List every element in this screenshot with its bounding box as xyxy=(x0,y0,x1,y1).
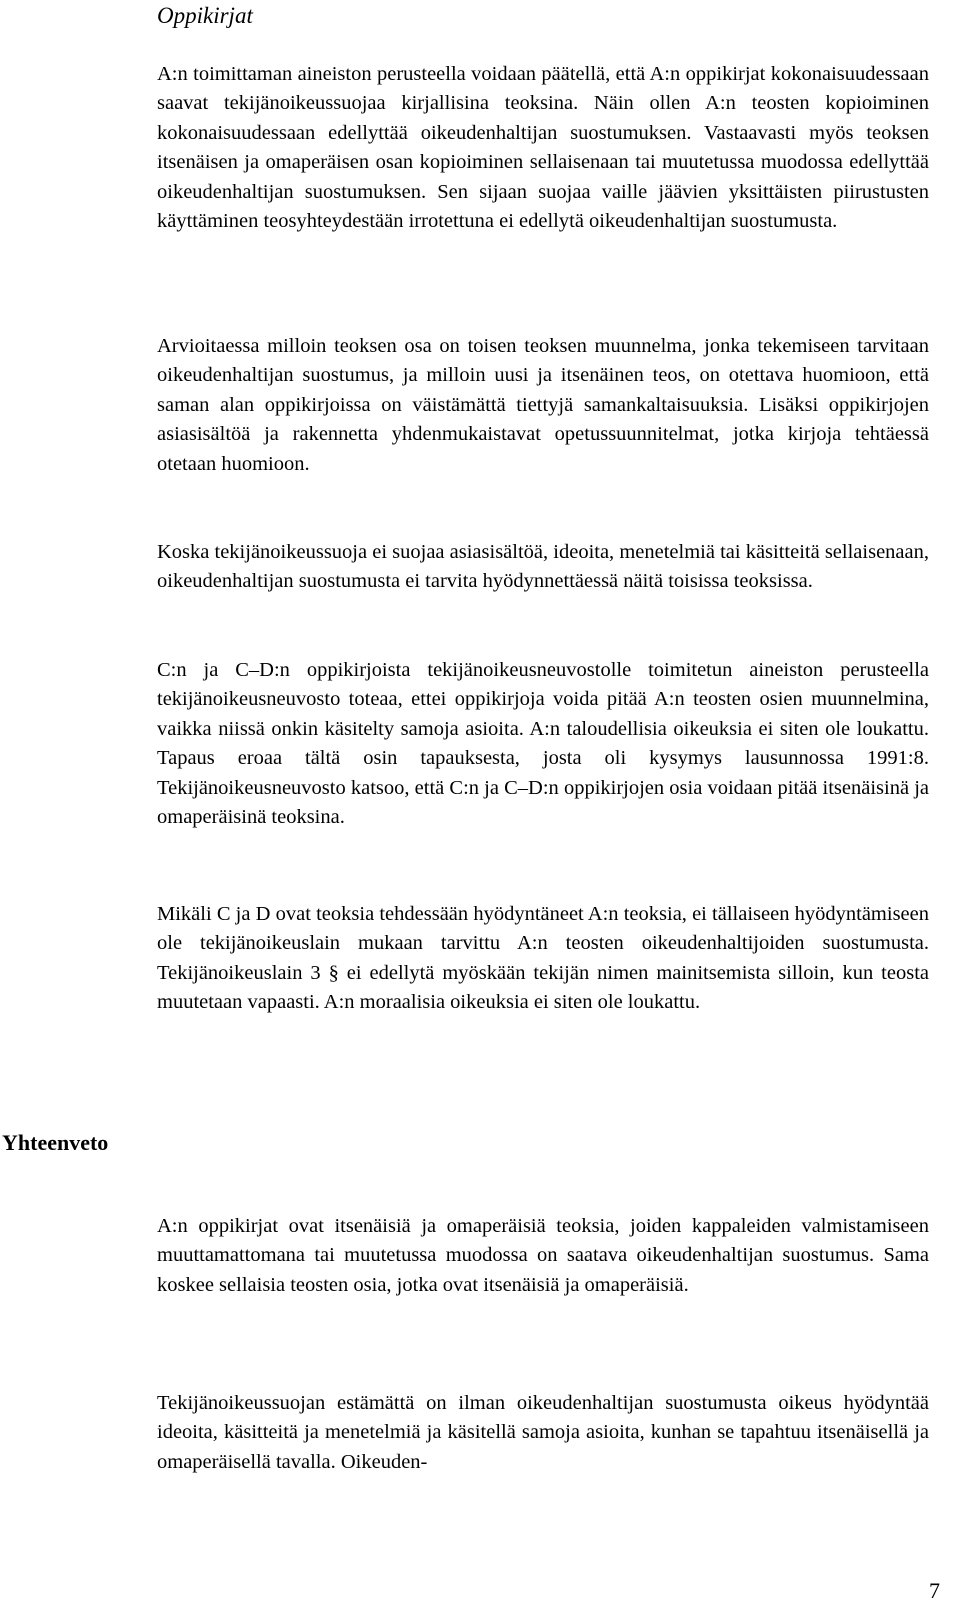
paragraph-6: A:n oppikirjat ovat itsenäisiä ja omaperäisiä teoksia, joiden kappaleiden valmistamiseen muuttamattomana tai muutetussa muodossa on saatava oikeudenhaltijan suostumus. Sama koskee sellaisia teosten osia, jotka ovat itsenäisiä ja omaperäisiä. xyxy=(157,1215,929,1296)
paragraph-5: Mikäli C ja D ovat teoksia tehdessään hyödyntäneet A:n teoksia, ei tällaiseen hyödyntämiseen ole tekijänoikeuslain mukaan tarvittu A:n teosten oikeudenhaltijoiden suostumusta. Tekijänoikeuslain 3 § ei edellytä myöskään tekijän nimen mainitsemista silloin, kun teosta muutetaan vapaasti. A:n moraalisia oikeuksia ei siten ole loukattu. xyxy=(157,903,929,1014)
page-number: 7 xyxy=(929,1578,940,1603)
section-heading-yhteenveto: Yhteenveto xyxy=(2,1130,109,1155)
paragraph-4: C:n ja C–D:n oppikirjoista tekijänoikeusneuvostolle toimitetun aineiston perusteella tekijänoikeusneuvosto toteaa, ettei oppikirjoja voida pitää A:n teosten osien muunnelmina, vaikka niissä onkin käsitelty samoja asioita. A:n taloudellisia oikeuksia ei siten ole loukattu. Tapaus eroaa tältä osin tapauksesta, josta oli kysymys lausunnossa 1991:8. Tekijänoikeusneuvosto katsoo, että C:n ja C–D:n oppikirjojen osia voidaan pitää itsenäisinä ja omaperäisinä teoksina. xyxy=(157,659,929,829)
section-heading-oppikirjat: Oppikirjat xyxy=(157,3,253,28)
paragraph-2: Arvioitaessa milloin teoksen osa on toisen teoksen muunnelma, jonka tekemiseen tarvitaan oikeudenhaltijan suostumus, ja milloin uusi ja itsenäinen teos, on otettava huomioon, että saman alan oppikirjoissa on väistämättä tiettyjä samankaltaisuuksia. Lisäksi oppikirjojen asiasisältöä ja rakennetta yhdenmukaistavat opetussuunnitelmat, jotka kirjoja tehtäessä otetaan huomioon. xyxy=(157,335,929,475)
paragraph-3: Koska tekijänoikeussuoja ei suojaa asiasisältöä, ideoita, menetelmiä tai käsitteitä sellaisenaan, oikeudenhaltijan suostumusta ei tarvita hyödynnettäessä näitä toisissa teoksissa. xyxy=(157,541,929,593)
paragraph-7: Tekijänoikeussuojan estämättä on ilman oikeudenhaltijan suostumusta oikeus hyödyntää ideoita, käsitteitä ja menetelmiä ja käsitellä samoja asioita, kunhan se tapahtuu itsenäisellä ja omaperäisellä tavalla. Oikeuden- xyxy=(157,1392,929,1473)
paragraph-1: A:n toimittaman aineiston perusteella voidaan päätellä, että A:n oppikirjat kokonaisuudessaan saavat tekijänoikeussuojaa kirjallisina teoksina. Näin ollen A:n teosten kopioiminen kokonaisuudessaan edellyttää oikeudenhaltijan suostumuksen. Vastaavasti myös teoksen itsenäisen ja omaperäisen osan kopioiminen sellaisenaan tai muutetussa muodossa edellyttää oikeudenhaltijan suostumuksen. Sen sijaan suojaa vaille jäävien yksittäisten piirustusten käyttäminen teosyhteydestään irrotettuna ei edellytä oikeudenhaltijan suostumusta. xyxy=(157,63,929,233)
